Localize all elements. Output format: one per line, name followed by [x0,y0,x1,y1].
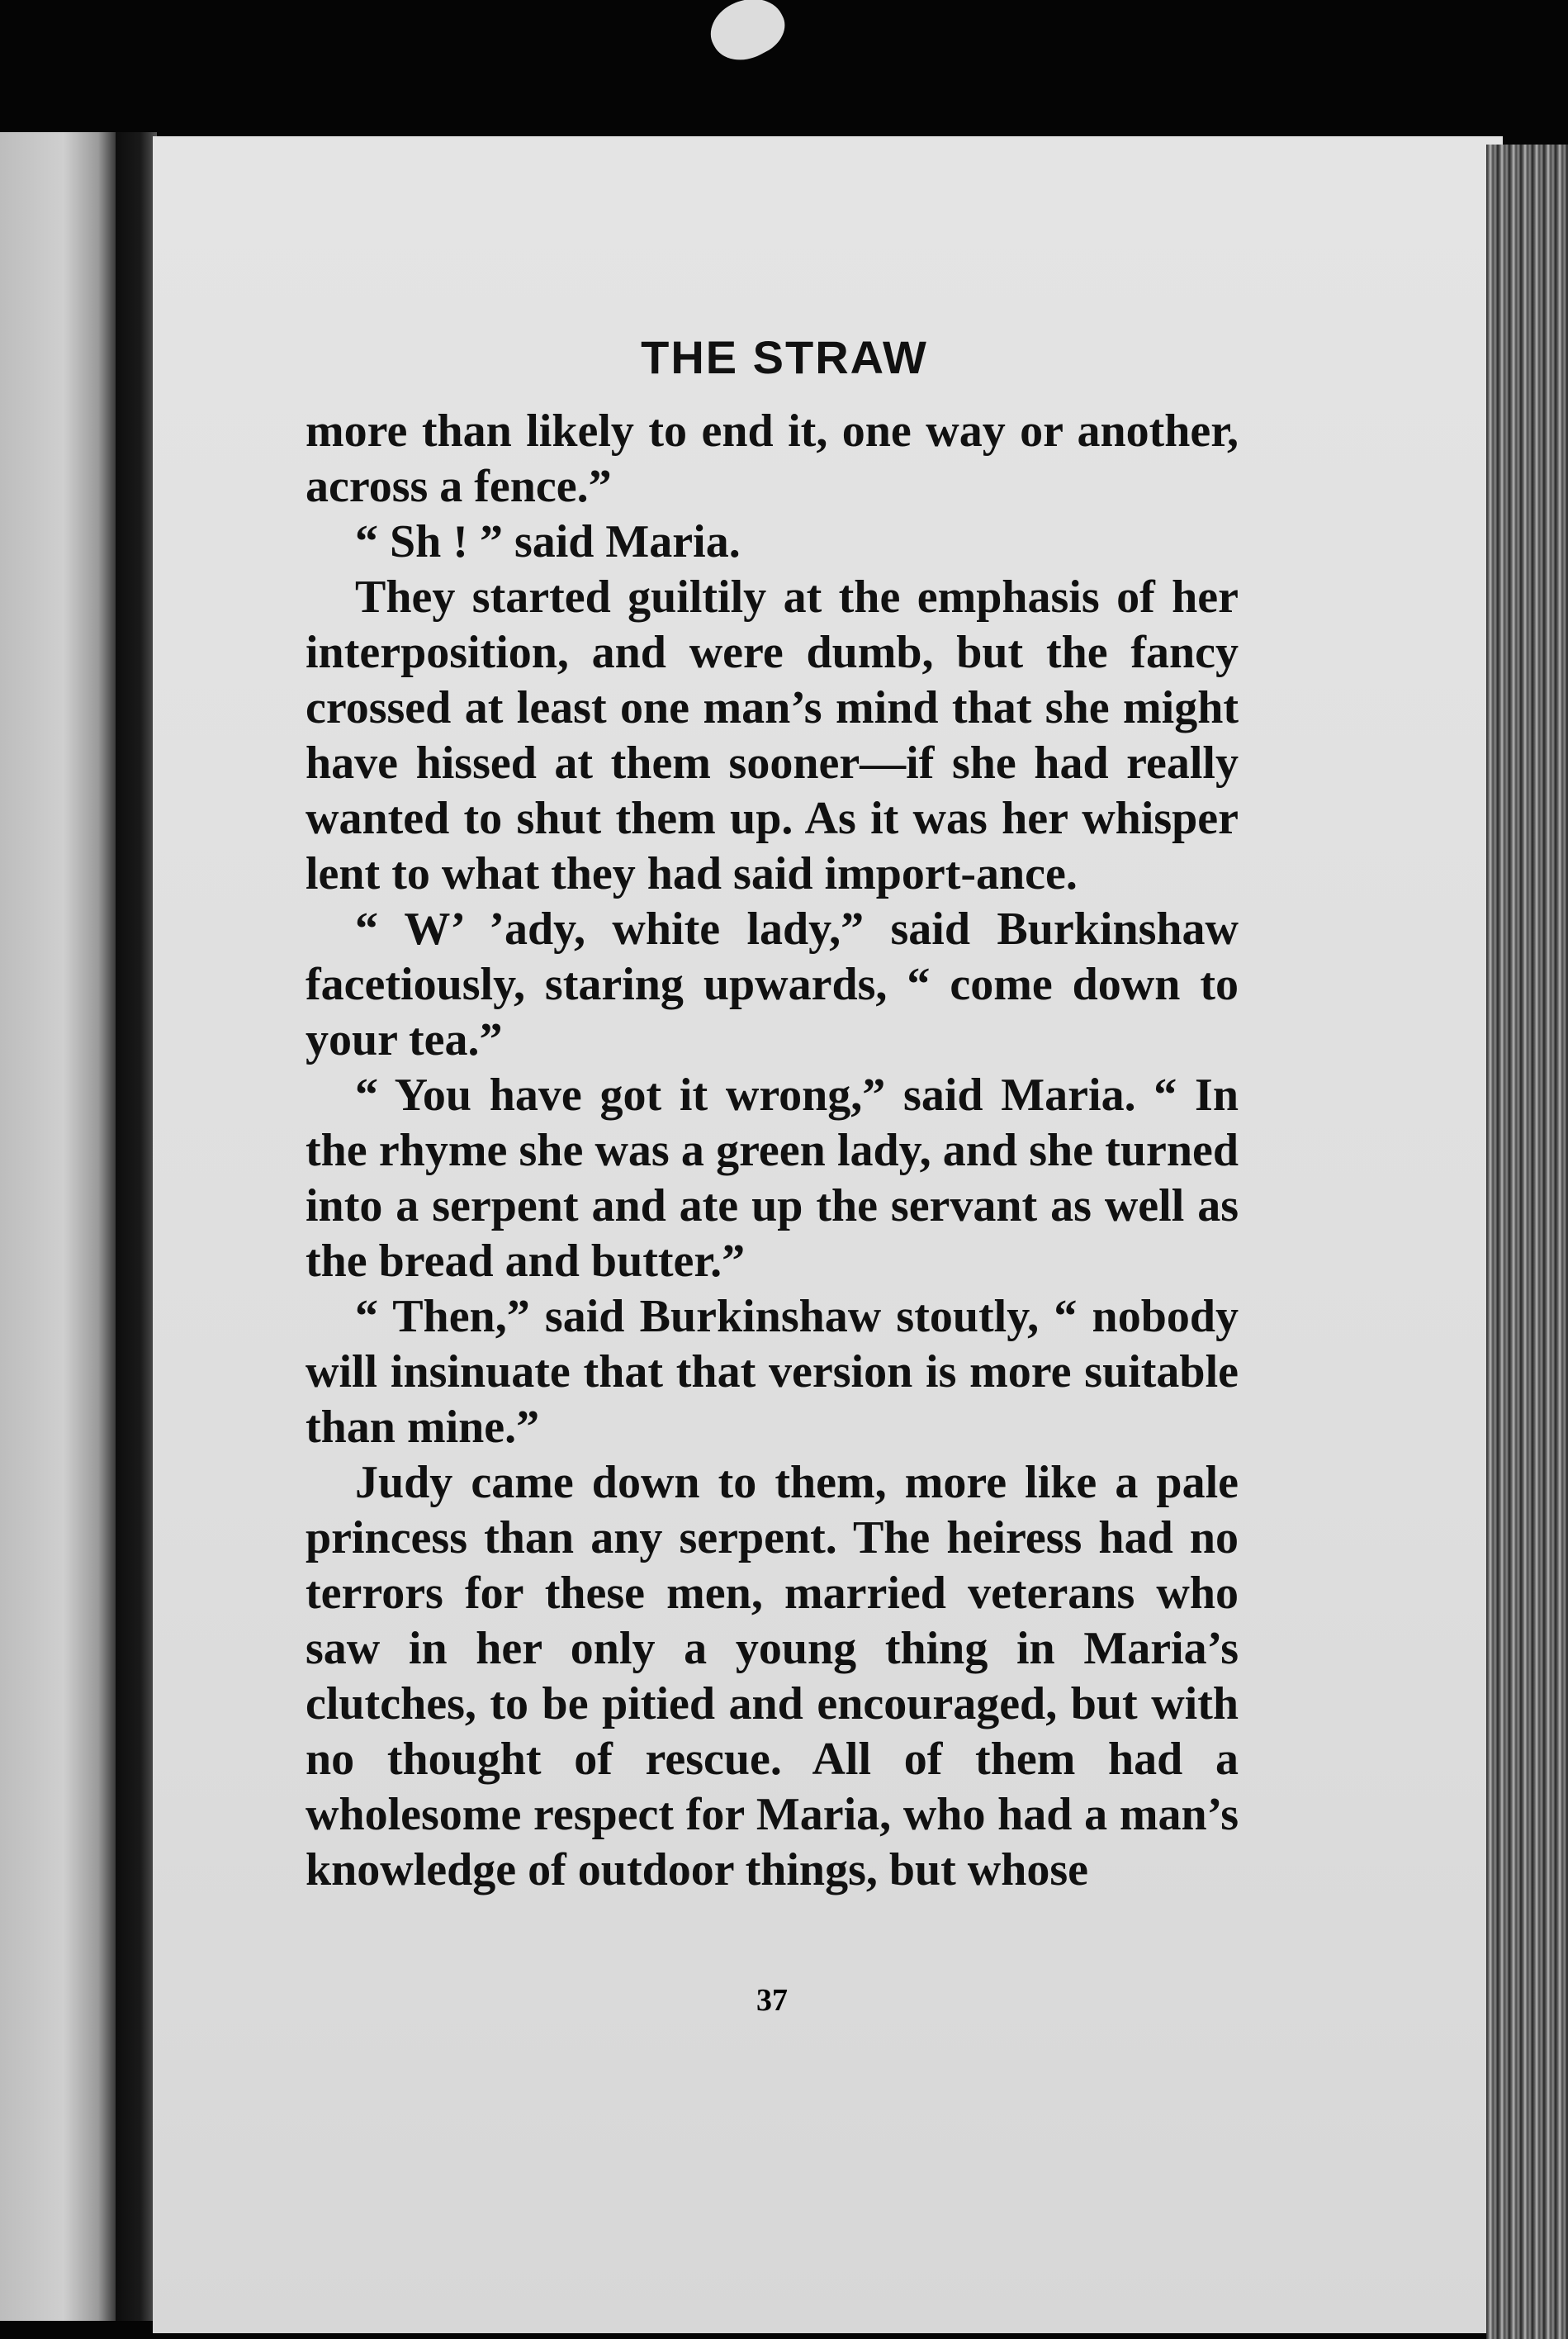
book-gutter [116,132,157,2321]
paragraph: They started guiltily at the emphasis of her interposition, and were dumb, but the fancy crossed at least one man’s mind that she might have hissed at them sooner—if she had really wanted to shut them up. As it was her whisper lent to what they had said import-ance. [306,572,1239,899]
body-text [306,404,1239,1898]
paragraph: “ Then,” said Burkinshaw stoutly, “ nobody will insinuate that that version is more suitable than mine.” [306,1291,1239,1453]
page-edges [1486,145,1568,2339]
paragraph: “ W’ ’ady, white lady,” said Burkinshaw facetiously, staring upwards, “ come down to your tea.” [306,904,1239,1065]
facing-page-edge [0,132,116,2321]
paragraph: more than likely to end it, one way or another, across a fence.” [306,406,1239,512]
page-content [306,330,1239,1898]
paragraph: Judy came down to them, more like a pale princess than any serpent. The heiress had no terrors for these men, married veterans who saw in her only a young thing in Maria’s clutches, to be pitied and encouraged, but with no thought of rescue. All of them had a wholesome respect for Maria, who had a man’s knowledge of outdoor things, but whose [306,1457,1239,1895]
paragraph: “ Sh ! ” said Maria. [355,516,741,567]
paragraph: “ You have got it wrong,” said Maria. “ In the rhyme she was a green lady, and she turned into a serpent and ate up the servant as well as the bread and butter.” [306,1070,1239,1287]
page-number: 37 [756,1983,788,2018]
running-head: THE STRAW [641,331,928,383]
scan-artifact [701,0,793,72]
